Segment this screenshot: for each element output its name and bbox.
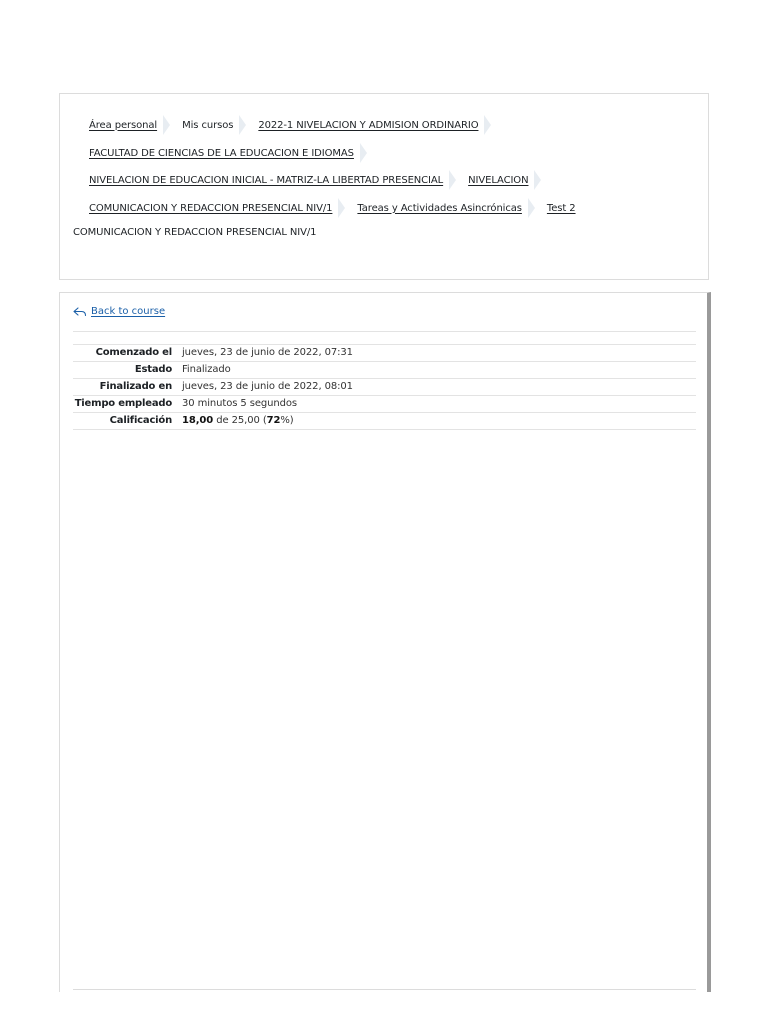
- breadcrumb-separator-icon: [360, 143, 367, 163]
- breadcrumb-item-program[interactable]: NIVELACION DE EDUCACION INICIAL - MATRIZ-LA LIBERTAD PRESENCIAL: [89, 174, 444, 186]
- breadcrumb-row: [89, 143, 367, 163]
- row-label: Calificación: [109, 415, 172, 426]
- row-label: Comenzado el: [95, 347, 172, 358]
- row-value: 30 minutos 5 segundos: [182, 398, 298, 409]
- grade-percent: 72: [266, 415, 281, 426]
- breadcrumb-row: [89, 170, 541, 190]
- page-header: [59, 93, 709, 280]
- back-to-course-link[interactable]: [73, 306, 165, 317]
- row-label: Finalizado en: [99, 381, 172, 392]
- grade-value: 18,00 de 25,00 (72%): [182, 415, 294, 426]
- breadcrumb-item-course[interactable]: COMUNICACION Y REDACCION PRESENCIAL NIV/1: [89, 202, 333, 214]
- breadcrumb-row: [89, 115, 491, 135]
- breadcrumb-separator-icon: [449, 170, 456, 190]
- breadcrumb-item-mis-cursos: Mis cursos: [182, 119, 234, 131]
- divider: [73, 331, 696, 332]
- row-value: jueves, 23 de junio de 2022, 07:31: [182, 347, 353, 358]
- table-row: [73, 413, 696, 430]
- table-row: [73, 396, 696, 413]
- breadcrumb-separator-icon: [163, 115, 170, 135]
- grade-max: de 25,00: [216, 415, 260, 426]
- breadcrumb-item-nivelacion[interactable]: NIVELACION: [468, 174, 529, 186]
- quiz-review-region: [59, 292, 711, 992]
- table-row: [73, 379, 696, 396]
- row-label: Estado: [134, 364, 172, 375]
- breadcrumb-separator-icon: [239, 115, 246, 135]
- breadcrumb-item-quiz[interactable]: Test 2: [546, 202, 576, 214]
- breadcrumb-separator-icon: [338, 198, 345, 218]
- breadcrumb-separator-icon: [484, 115, 491, 135]
- grade-score: 18,00: [182, 415, 214, 426]
- table-row: [73, 362, 696, 379]
- breadcrumb-item-section[interactable]: Tareas y Actividades Asincrónicas: [357, 202, 522, 214]
- row-label: Tiempo empleado: [74, 398, 172, 409]
- breadcrumb-row: [89, 198, 576, 218]
- breadcrumb-separator-icon: [528, 198, 535, 218]
- divider: [73, 989, 696, 990]
- back-link-label: Back to course: [91, 306, 166, 317]
- page-title: COMUNICACION Y REDACCION PRESENCIAL NIV/1: [73, 227, 317, 238]
- row-value: jueves, 23 de junio de 2022, 08:01: [182, 381, 353, 392]
- row-value: Finalizado: [182, 364, 231, 375]
- attempt-summary-table: [73, 344, 696, 430]
- breadcrumb-item-faculty[interactable]: FACULTAD DE CIENCIAS DE LA EDUCACION E IDIOMAS: [89, 147, 354, 159]
- breadcrumb-item-period[interactable]: 2022-1 NIVELACION Y ADMISION ORDINARIO: [258, 119, 479, 131]
- breadcrumb-separator-icon: [534, 170, 541, 190]
- breadcrumb-item-area-personal[interactable]: Área personal: [89, 119, 158, 131]
- back-arrow-icon: [73, 307, 87, 317]
- table-row: [73, 345, 696, 362]
